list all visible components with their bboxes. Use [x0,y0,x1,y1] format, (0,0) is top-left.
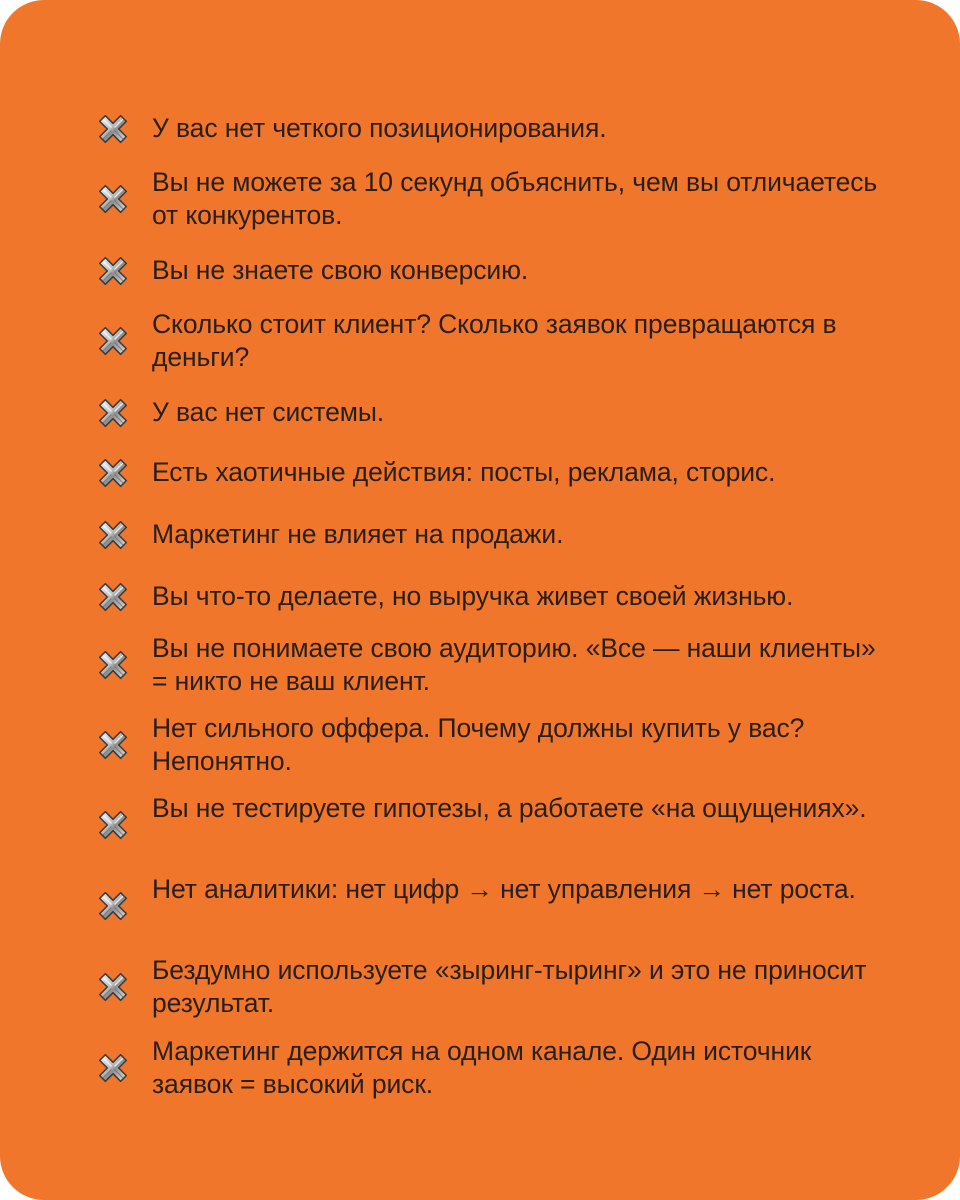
list-item-text: Нет аналитики: нет цифр → нет управления → нет роста. [152,874,856,904]
cross-mark-icon [94,1049,132,1087]
list-item-text: Нет сильного оффера. Почему должны купить у вас? Непонятно. [152,713,805,776]
cross-mark-icon [94,578,132,616]
list-item-text: Сколько стоит клиент? Сколько заявок превращаются в деньги? [152,309,837,372]
cross-mark-icon [94,887,132,925]
list-item-text: Вы не знаете свою конверсию. [152,255,529,285]
cross-mark-icon [94,180,132,218]
list-item-text: Маркетинг не влияет на продажи. [152,519,564,549]
cross-mark-icon [94,806,132,844]
cross-mark-icon [94,110,132,148]
list-item-text: У вас нет системы. [152,397,385,427]
list-item-text: Маркетинг держится на одном канале. Один источник заявок = высокий риск. [152,1036,812,1099]
list-item-text: Есть хаотичные действия: посты, реклама, сторис. [152,457,776,487]
list-item-text: Вы что-то делаете, но выручка живет своей жизнью. [152,581,794,611]
list-item-text: Вы не понимаете свою аудиторию. «Все — наши клиенты» = никто не ваш клиент. [152,633,876,696]
cross-mark-icon [94,454,132,492]
cross-mark-icon [94,968,132,1006]
list-item-text: У вас нет четкого позиционирования. [152,113,607,143]
cross-mark-icon [94,516,132,554]
cross-mark-icon [94,322,132,360]
list-item-text: Вы не тестируете гипотезы, а работаете «на ощущениях». [152,793,867,823]
list-item-text: Вы не можете за 10 секунд объяснить, чем вы отличаетесь от конкурентов. [152,167,878,230]
list-item-text: Бездумно используете «зыринг-тыринг» и это не приносит результат. [152,955,867,1018]
cross-mark-icon [94,252,132,290]
cross-mark-icon [94,646,132,684]
cross-mark-icon [94,726,132,764]
cross-mark-icon [94,394,132,432]
